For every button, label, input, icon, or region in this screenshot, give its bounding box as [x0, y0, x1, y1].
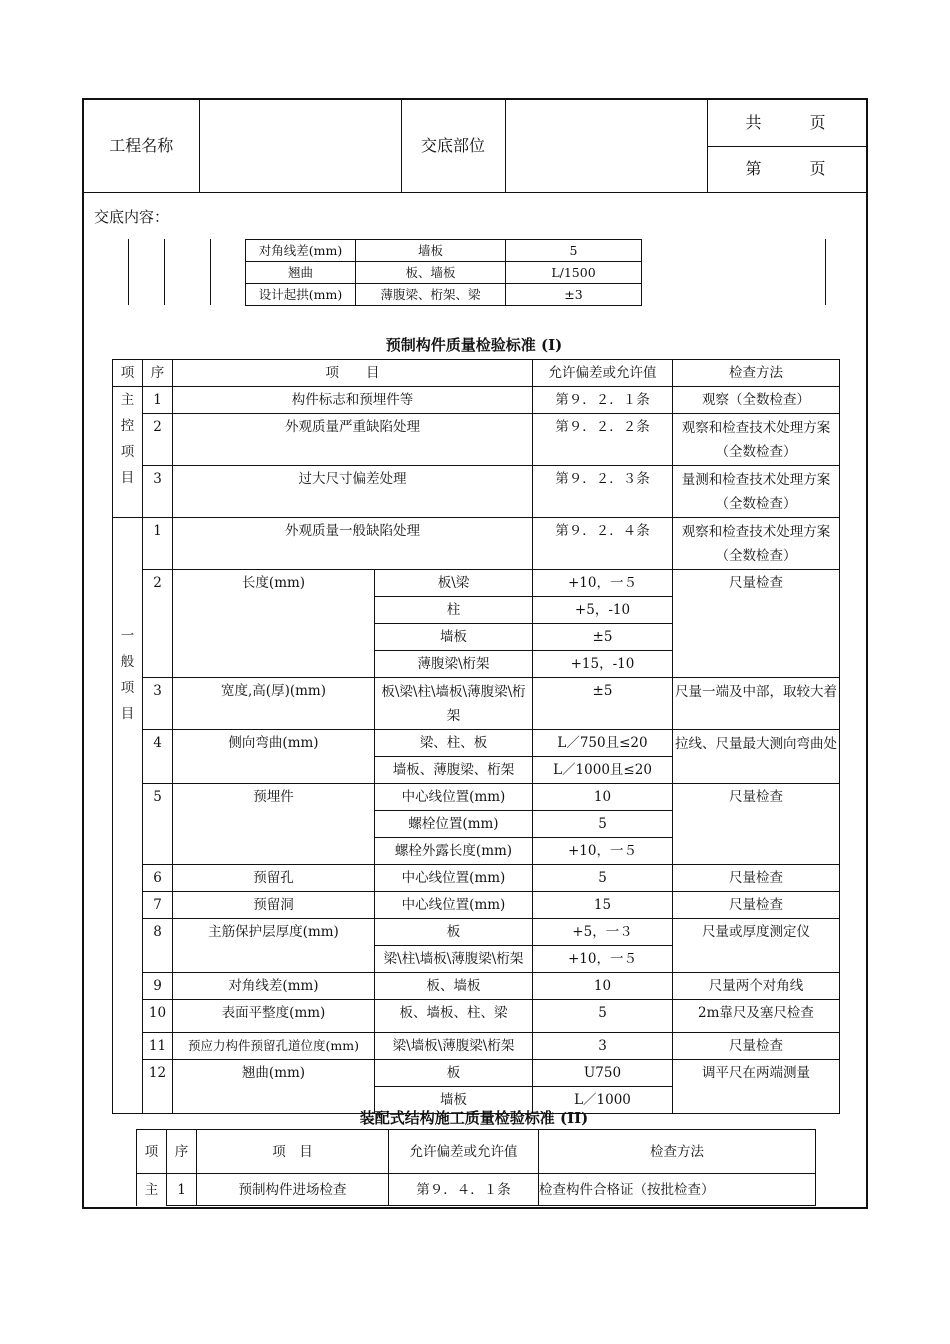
cell-tolerance: L／750且≤20: [533, 730, 673, 757]
header-seq: 序: [143, 360, 173, 387]
cell-item: 构件标志和预埋件等: [173, 387, 533, 414]
cell-seq: 5: [143, 784, 173, 865]
table-row: [113, 387, 840, 414]
cell-method: 检查构件合格证（按批检查）: [539, 1174, 816, 1206]
continued-divider: [128, 239, 129, 305]
cell-sub: 板\梁\柱\墙板\薄腹梁\桁架: [375, 678, 533, 730]
table-row: [113, 678, 840, 730]
handover-content-label: 交底内容：: [94, 208, 170, 226]
cell-method: 尺量或厚度测定仪: [673, 919, 840, 973]
project-name-label: 工程名称: [84, 100, 199, 192]
table1-title: 预制构件质量检验标准 (I): [385, 336, 563, 354]
table-row: [113, 570, 840, 597]
cell-sub: 梁\墙板\薄腹梁\桁架: [375, 1033, 533, 1060]
cell-tolerance: L／1000: [533, 1087, 673, 1114]
cell-item: 长度(mm): [173, 570, 375, 678]
cell-item: 翘曲(mm): [173, 1060, 375, 1114]
cell-item: 对角线差(mm): [173, 973, 375, 1000]
cell-method: 观察和检查技术处理方案（全数检查）: [673, 414, 840, 466]
cell-method: 尺量检查: [673, 1033, 840, 1060]
cell-method: 观察和检查技术处理方案（全数检查）: [673, 518, 840, 570]
table-row: [113, 973, 840, 1000]
header-method: 检查方法: [539, 1130, 816, 1174]
table-row: [113, 784, 840, 811]
cell-item: 表面平整度(mm): [173, 1000, 375, 1033]
cell-tolerance: +10，一５: [533, 570, 673, 597]
cell-seq: 1: [167, 1174, 197, 1206]
project-name-field[interactable]: [199, 100, 401, 192]
cell-scope: 墙板: [356, 240, 506, 262]
cell-item: 设计起拱(mm): [246, 284, 356, 306]
cell-item: 对角线差(mm): [246, 240, 356, 262]
cell-item: 宽度,高(厚)(mm): [173, 678, 375, 730]
cell-tolerance: 第９．２．２条: [533, 414, 673, 466]
cell-tolerance: 5: [533, 1000, 673, 1033]
table-row: [246, 284, 642, 306]
table-row: [113, 865, 840, 892]
cell-tolerance: +5，一３: [533, 919, 673, 946]
handover-part-label: 交底部位: [401, 100, 505, 192]
continued-divider: [164, 239, 165, 305]
table-header-row: [113, 360, 840, 387]
header-item: 项 目: [197, 1130, 389, 1174]
cell-item: 预埋件: [173, 784, 375, 865]
header-method: 检查方法: [673, 360, 840, 387]
cell-value: 5: [506, 240, 642, 262]
document-frame: [82, 98, 868, 1209]
table-row: [113, 730, 840, 757]
cell-sub: 梁\柱\墙板\薄腹梁\桁架: [375, 946, 533, 973]
table-row: [113, 466, 840, 518]
cell-tolerance: 3: [533, 1033, 673, 1060]
cell-method: 尺量检查: [673, 865, 840, 892]
cell-tolerance: 第９．２．３条: [533, 466, 673, 518]
cell-sub: 中心线位置(mm): [375, 784, 533, 811]
cell-value: L/1500: [506, 262, 642, 284]
cell-scope: 薄腹梁、桁架、梁: [356, 284, 506, 306]
table-row: [113, 518, 840, 570]
table-row: [113, 919, 840, 946]
cell-method: 尺量两个对角线: [673, 973, 840, 1000]
cell-item: 外观质量一般缺陷处理: [173, 518, 533, 570]
table-row: [246, 262, 642, 284]
cell-value: ±3: [506, 284, 642, 306]
cell-tolerance: 第９．２．４条: [533, 518, 673, 570]
cell-sub: 螺栓位置(mm): [375, 811, 533, 838]
cell-item: 外观质量严重缺陷处理: [173, 414, 533, 466]
cell-tolerance: 5: [533, 865, 673, 892]
cell-method: 尺量检查: [673, 570, 840, 678]
cell-sub: 梁、柱、板: [375, 730, 533, 757]
table-row: [246, 240, 642, 262]
table-header-row: [137, 1130, 816, 1174]
cell-method: 量测和检查技术处理方案（全数检查）: [673, 466, 840, 518]
cell-sub: 板\梁: [375, 570, 533, 597]
cell-sub: 墙板: [375, 1087, 533, 1114]
table-row: [113, 892, 840, 919]
cell-sub: 板、墙板: [375, 973, 533, 1000]
cell-seq: 1: [143, 387, 173, 414]
cell-tolerance: 10: [533, 973, 673, 1000]
cell-seq: 10: [143, 1000, 173, 1033]
cell-seq: 12: [143, 1060, 173, 1114]
cell-seq: 8: [143, 919, 173, 973]
table2-title: 装配式结构施工质量检验标准 (II): [359, 1109, 589, 1127]
cell-tolerance: ±5: [533, 678, 673, 730]
cell-seq: 11: [143, 1033, 173, 1060]
cell-sub: 板: [375, 1060, 533, 1087]
cell-method: 调平尺在两端测量: [673, 1060, 840, 1114]
table-row: [137, 1174, 816, 1206]
header-table: [84, 100, 866, 193]
cell-sub: 板、墙板、柱、梁: [375, 1000, 533, 1033]
table-row: [113, 414, 840, 466]
cell-item: 翘曲: [246, 262, 356, 284]
table-row: [113, 1060, 840, 1087]
cell-item: 预应力构件预留孔道位度(mm): [173, 1033, 375, 1060]
cell-method: 尺量检查: [673, 892, 840, 919]
cell-item: 侧向弯曲(mm): [173, 730, 375, 784]
header-seq: 序: [167, 1130, 197, 1174]
quality-standard-table-2: [136, 1129, 816, 1206]
header-item: 项 目: [173, 360, 533, 387]
cell-item: 过大尺寸偏差处理: [173, 466, 533, 518]
cell-seq: 3: [143, 678, 173, 730]
continued-table: [245, 239, 642, 306]
cell-sub: 中心线位置(mm): [375, 892, 533, 919]
header-type: 项: [137, 1130, 167, 1174]
table-row: [113, 1000, 840, 1033]
cell-seq: 9: [143, 973, 173, 1000]
cell-tolerance: 15: [533, 892, 673, 919]
cell-sub: 薄腹梁\桁架: [375, 651, 533, 678]
cell-seq: 2: [143, 570, 173, 678]
header-type: 项: [113, 360, 143, 387]
cell-item: 预制构件进场检查: [197, 1174, 389, 1206]
cell-sub: 墙板、薄腹梁、桁架: [375, 757, 533, 784]
cell-method: 尺量检查: [673, 784, 840, 865]
cell-method: 2m靠尺及塞尺检查: [673, 1000, 840, 1033]
cell-tolerance: +10，一５: [533, 946, 673, 973]
cell-item: 预留孔: [173, 865, 375, 892]
cell-tolerance: 5: [533, 811, 673, 838]
general-items-label: 一 般 项 目: [113, 518, 143, 1114]
cell-seq: 4: [143, 730, 173, 784]
cell-sub: 螺栓外露长度(mm): [375, 838, 533, 865]
header-tolerance: 允许偏差或允许值: [533, 360, 673, 387]
cell-item: 预留洞: [173, 892, 375, 919]
cell-sub: 中心线位置(mm): [375, 865, 533, 892]
cell-method: 观察（全数检查）: [673, 387, 840, 414]
continued-divider: [825, 239, 826, 305]
cell-method: 尺量一端及中部，取较大着: [673, 678, 840, 730]
cell-seq: 7: [143, 892, 173, 919]
handover-part-field[interactable]: [505, 100, 707, 192]
main-control-label: 主 控 项 目: [113, 387, 143, 518]
continued-divider: [210, 239, 211, 305]
cell-seq: 1: [143, 518, 173, 570]
cell-method: 拉线、尺量最大测向弯曲处: [673, 730, 840, 784]
cell-sub: 柱: [375, 597, 533, 624]
cell-tolerance: 第９．４．１条: [389, 1174, 539, 1206]
table-row: [113, 1033, 840, 1060]
cell-tolerance: 10: [533, 784, 673, 811]
cell-tolerance: 第９．２．１条: [533, 387, 673, 414]
header-tolerance: 允许偏差或允许值: [389, 1130, 539, 1174]
cell-tolerance: +5，-10: [533, 597, 673, 624]
cell-sub: 板: [375, 919, 533, 946]
quality-standard-table-1: [112, 359, 840, 1114]
cell-tolerance: U750: [533, 1060, 673, 1087]
cell-tolerance: +10，一５: [533, 838, 673, 865]
cell-scope: 板、墙板: [356, 262, 506, 284]
cell-seq: 3: [143, 466, 173, 518]
page-number: 第 页: [707, 146, 866, 192]
cell-seq: 6: [143, 865, 173, 892]
cell-tolerance: L／1000且≤20: [533, 757, 673, 784]
cell-tolerance: +15，-10: [533, 651, 673, 678]
cell-type: 主: [137, 1174, 167, 1206]
cell-seq: 2: [143, 414, 173, 466]
cell-sub: 墙板: [375, 624, 533, 651]
total-pages: 共 页: [707, 100, 866, 146]
cell-tolerance: ±5: [533, 624, 673, 651]
cell-item: 主筋保护层厚度(mm): [173, 919, 375, 973]
